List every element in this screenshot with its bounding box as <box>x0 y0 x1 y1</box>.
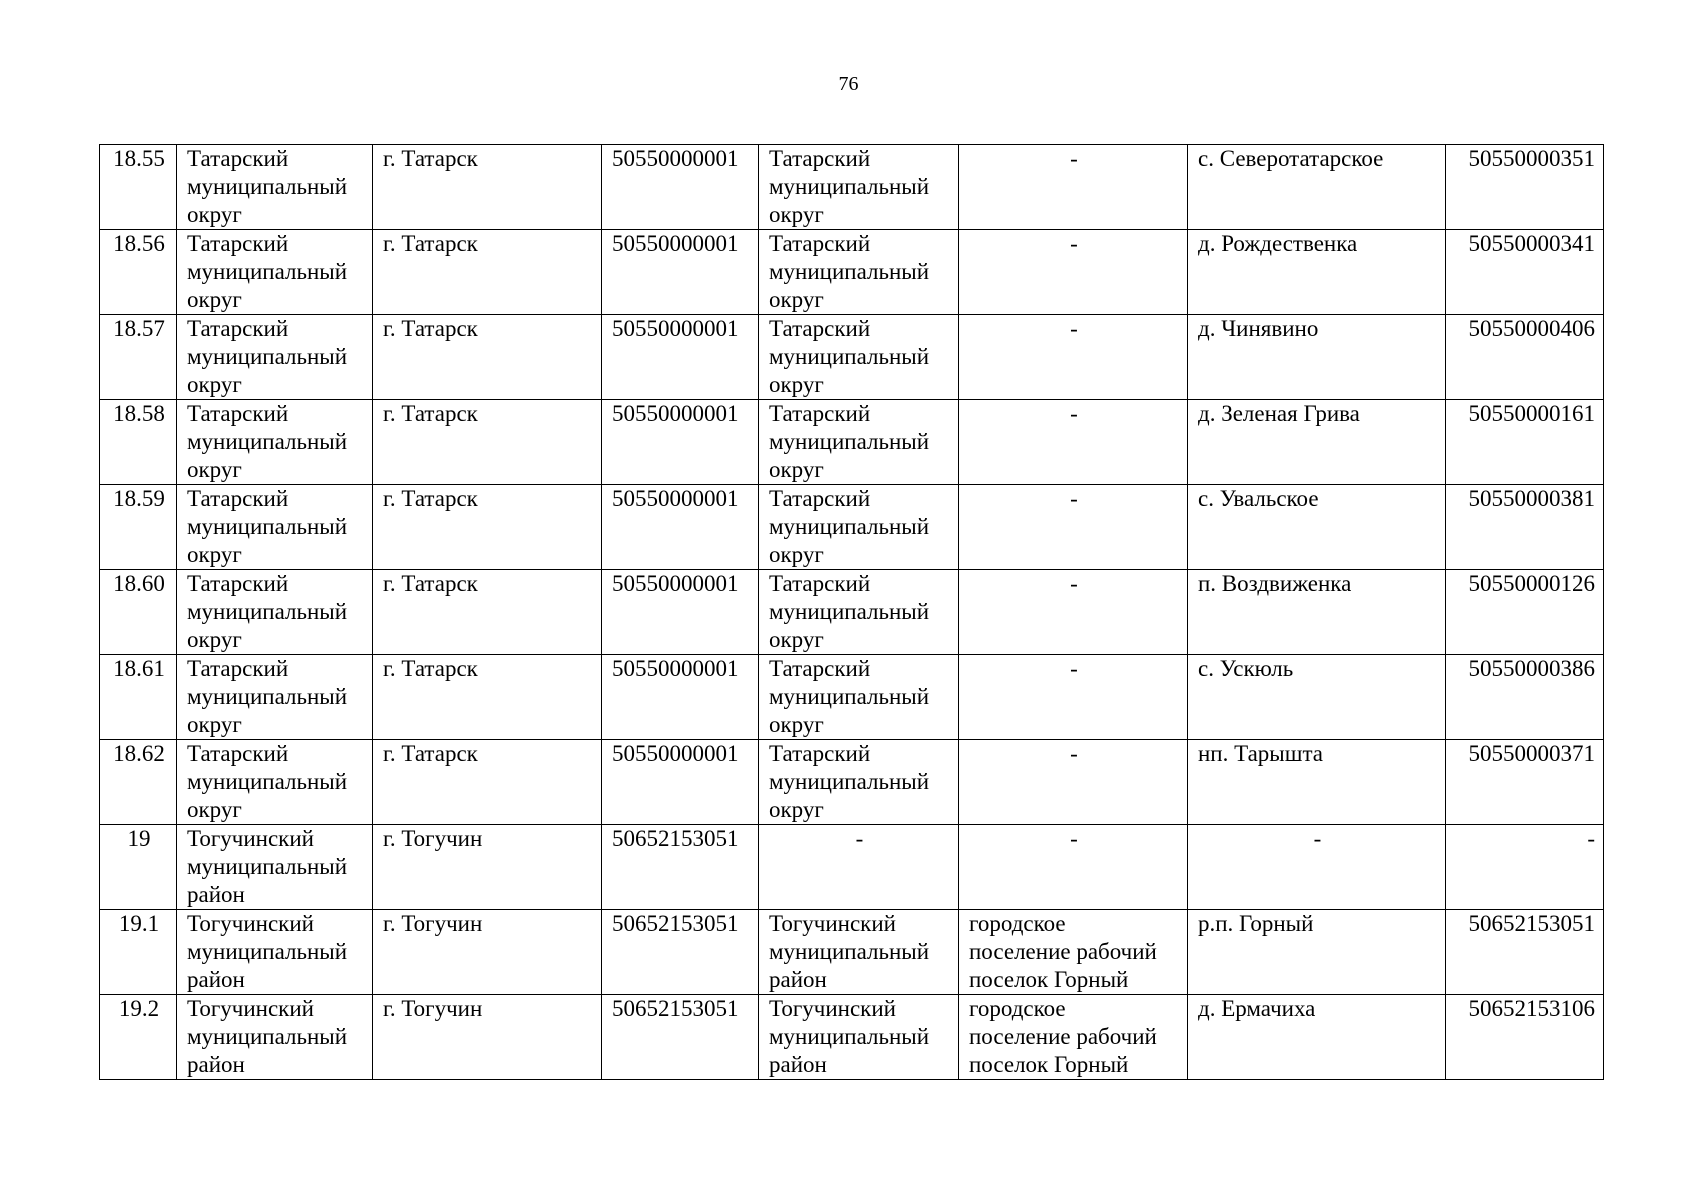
cell-oktmo-district: 50550000001 <box>602 230 759 315</box>
cell-municipality: Татарский муниципальный округ <box>759 655 959 740</box>
cell-municipality: - <box>759 825 959 910</box>
table-row <box>100 230 1604 315</box>
cell-number: 18.55 <box>100 145 177 230</box>
cell-oktmo-district: 50550000001 <box>602 740 759 825</box>
cell-locality: с. Увальское <box>1188 485 1446 570</box>
cell-locality: - <box>1188 825 1446 910</box>
cell-locality: д. Ермачиха <box>1188 995 1446 1080</box>
cell-number: 18.57 <box>100 315 177 400</box>
table-row <box>100 400 1604 485</box>
settlements-table <box>99 144 1604 1080</box>
cell-oktmo-locality: 50550000126 <box>1446 570 1604 655</box>
cell-district: Татарский муниципальный округ <box>177 740 373 825</box>
cell-settlement: - <box>959 740 1188 825</box>
cell-municipality: Татарский муниципальный округ <box>759 315 959 400</box>
cell-district: Татарский муниципальный округ <box>177 655 373 740</box>
cell-settlement: - <box>959 400 1188 485</box>
cell-municipality: Татарский муниципальный округ <box>759 740 959 825</box>
cell-district: Татарский муниципальный округ <box>177 485 373 570</box>
cell-number: 18.61 <box>100 655 177 740</box>
table-row <box>100 655 1604 740</box>
cell-oktmo-locality: 50550000341 <box>1446 230 1604 315</box>
cell-municipality: Тогучинский муниципальный район <box>759 995 959 1080</box>
cell-administrative-center: г. Татарск <box>373 485 602 570</box>
cell-district: Тогучинский муниципальный район <box>177 825 373 910</box>
cell-oktmo-locality: 50652153051 <box>1446 910 1604 995</box>
cell-oktmo-district: 50550000001 <box>602 315 759 400</box>
cell-number: 18.59 <box>100 485 177 570</box>
cell-number: 18.58 <box>100 400 177 485</box>
cell-number: 18.60 <box>100 570 177 655</box>
cell-district: Татарский муниципальный округ <box>177 145 373 230</box>
cell-district: Тогучинский муниципальный район <box>177 995 373 1080</box>
table-row <box>100 145 1604 230</box>
cell-oktmo-locality: 50550000371 <box>1446 740 1604 825</box>
cell-oktmo-district: 50550000001 <box>602 485 759 570</box>
cell-locality: с. Ускюль <box>1188 655 1446 740</box>
cell-municipality: Татарский муниципальный округ <box>759 145 959 230</box>
cell-oktmo-locality: 50652153106 <box>1446 995 1604 1080</box>
cell-oktmo-locality: 50550000381 <box>1446 485 1604 570</box>
cell-settlement: - <box>959 825 1188 910</box>
cell-oktmo-locality: 50550000406 <box>1446 315 1604 400</box>
cell-settlement: - <box>959 655 1188 740</box>
cell-settlement: городское поселение рабочий поселок Горный <box>959 995 1188 1080</box>
cell-administrative-center: г. Тогучин <box>373 995 602 1080</box>
cell-administrative-center: г. Татарск <box>373 315 602 400</box>
cell-administrative-center: г. Татарск <box>373 230 602 315</box>
cell-district: Татарский муниципальный округ <box>177 400 373 485</box>
cell-administrative-center: г. Татарск <box>373 145 602 230</box>
cell-locality: нп. Тарышта <box>1188 740 1446 825</box>
cell-municipality: Татарский муниципальный округ <box>759 230 959 315</box>
cell-oktmo-district: 50652153051 <box>602 825 759 910</box>
cell-settlement: городское поселение рабочий поселок Горный <box>959 910 1188 995</box>
page-number: 76 <box>838 73 859 95</box>
cell-administrative-center: г. Тогучин <box>373 825 602 910</box>
cell-number: 18.62 <box>100 740 177 825</box>
cell-municipality: Татарский муниципальный округ <box>759 570 959 655</box>
cell-district: Татарский муниципальный округ <box>177 315 373 400</box>
cell-number: 19 <box>100 825 177 910</box>
cell-locality: д. Чинявино <box>1188 315 1446 400</box>
cell-administrative-center: г. Тогучин <box>373 910 602 995</box>
cell-settlement: - <box>959 315 1188 400</box>
cell-settlement: - <box>959 230 1188 315</box>
cell-administrative-center: г. Татарск <box>373 740 602 825</box>
cell-district: Тогучинский муниципальный район <box>177 910 373 995</box>
cell-oktmo-district: 50550000001 <box>602 145 759 230</box>
table-row <box>100 570 1604 655</box>
table-row <box>100 485 1604 570</box>
cell-number: 19.2 <box>100 995 177 1080</box>
cell-locality: п. Воздвиженка <box>1188 570 1446 655</box>
table-row <box>100 995 1604 1080</box>
cell-oktmo-district: 50550000001 <box>602 400 759 485</box>
cell-municipality: Тогучинский муниципальный район <box>759 910 959 995</box>
cell-administrative-center: г. Татарск <box>373 655 602 740</box>
cell-administrative-center: г. Татарск <box>373 570 602 655</box>
cell-locality: д. Рождественка <box>1188 230 1446 315</box>
cell-number: 19.1 <box>100 910 177 995</box>
cell-oktmo-district: 50550000001 <box>602 570 759 655</box>
cell-municipality: Татарский муниципальный округ <box>759 485 959 570</box>
cell-locality: д. Зеленая Грива <box>1188 400 1446 485</box>
cell-number: 18.56 <box>100 230 177 315</box>
cell-municipality: Татарский муниципальный округ <box>759 400 959 485</box>
cell-administrative-center: г. Татарск <box>373 400 602 485</box>
cell-settlement: - <box>959 485 1188 570</box>
cell-locality: р.п. Горный <box>1188 910 1446 995</box>
cell-oktmo-district: 50550000001 <box>602 655 759 740</box>
table-row <box>100 910 1604 995</box>
table-row <box>100 315 1604 400</box>
cell-settlement: - <box>959 145 1188 230</box>
table-body <box>100 145 1604 1080</box>
cell-settlement: - <box>959 570 1188 655</box>
table-row <box>100 825 1604 910</box>
cell-locality: с. Северотатарское <box>1188 145 1446 230</box>
cell-district: Татарский муниципальный округ <box>177 570 373 655</box>
cell-oktmo-locality: 50550000386 <box>1446 655 1604 740</box>
cell-district: Татарский муниципальный округ <box>177 230 373 315</box>
cell-oktmo-locality: 50550000161 <box>1446 400 1604 485</box>
cell-oktmo-district: 50652153051 <box>602 910 759 995</box>
cell-oktmo-district: 50652153051 <box>602 995 759 1080</box>
cell-oktmo-locality: 50550000351 <box>1446 145 1604 230</box>
cell-oktmo-locality: - <box>1446 825 1604 910</box>
table-row <box>100 740 1604 825</box>
